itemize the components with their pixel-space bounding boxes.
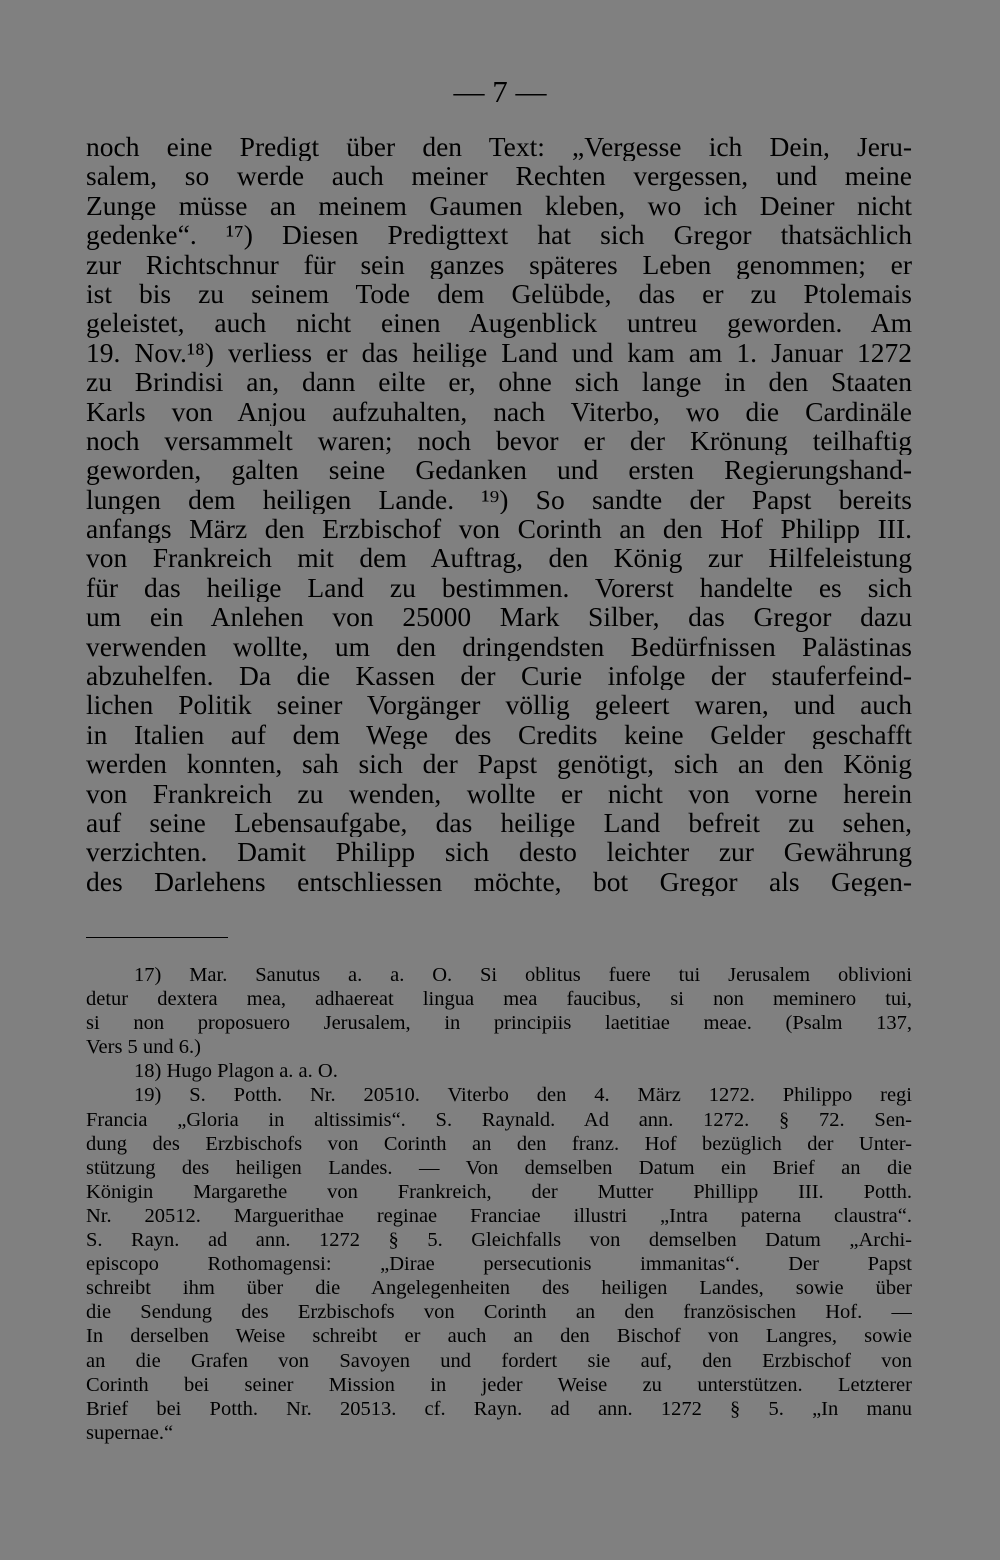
footnote-line: Vers 5 und 6.) — [86, 1036, 202, 1059]
body-line: salem, so werde auch meiner Rechten vergessen, und meine — [86, 161, 912, 191]
footnote-line: si non proposuero Jerusalem, in principiis laetitiae meae. (Psalm 137, — [86, 1012, 912, 1035]
body-line: zur Richtschnur für sein ganzes späteres Leben genommen; er — [86, 249, 912, 279]
footnote-line: supernae.“ — [86, 1421, 174, 1444]
footnote-line: Brief bei Potth. Nr. 20513. cf. Rayn. ad ann. 1272 § 5. „In manu — [86, 1397, 912, 1420]
footnote-line: Nr. 20512. Marguerithae reginae Franciae illustri „Intra paterna claustra“. — [86, 1204, 912, 1227]
footnote-line: In derselben Weise schreibt er auch an den Bischof von Langres, sowie — [86, 1325, 912, 1348]
body-line: zu Brindisi an, dann eilte er, ohne sich lange in den Staaten — [86, 367, 912, 397]
body-line: gedenke“. ¹⁷) Diesen Predigttext hat sich Gregor thatsächlich — [86, 220, 912, 250]
footnote-line: S. Rayn. ad ann. 1272 § 5. Gleichfalls von demselben Datum „Archi- — [86, 1229, 912, 1252]
footnote-line: episcopo Rothomagensi: „Dirae persecutionis immanitas“. Der Papst — [86, 1253, 912, 1276]
body-line: von Frankreich mit dem Auftrag, den König zur Hilfeleistung — [86, 543, 912, 573]
body-line: geworden, galten seine Gedanken und ersten Regierungshand- — [86, 455, 912, 485]
body-line: Karls von Anjou aufzuhalten, nach Viterbo, wo die Cardinäle — [86, 396, 912, 426]
body-line: des Darlehens entschliessen möchte, bot Gregor als Gegen- — [86, 866, 912, 897]
body-text — [86, 132, 912, 896]
footnote-line: dung des Erzbischofs von Corinth an den franz. Hof bezüglich der Unter- — [86, 1132, 912, 1155]
body-line: verwenden wollte, um den dringendsten Bedürfnissen Palästinas — [86, 631, 912, 662]
body-line: ist bis zu seinem Tode dem Gelübde, das er zu Ptolemais — [86, 278, 912, 309]
footnote-line: Königin Margarethe von Frankreich, der Mutter Phillipp III. Potth. — [86, 1180, 912, 1203]
body-line: von Frankreich zu wenden, wollte er nicht von vorne herein — [86, 778, 912, 808]
footnote-line: 18) Hugo Plagon a. a. O. — [134, 1060, 338, 1083]
body-line: für das heilige Land zu bestimmen. Vorerst handelte es sich — [86, 572, 912, 603]
footnotes — [86, 963, 912, 1445]
body-line: abzuhelfen. Da die Kassen der Curie infolge der stauferfeind- — [86, 661, 912, 691]
body-line: werden konnten, sah sich der Papst genötigt, sich an den König — [86, 749, 912, 779]
body-line: auf seine Lebensaufgabe, das heilige Land befreit zu sehen, — [86, 807, 912, 838]
body-line: Zunge müsse an meinem Gaumen kleben, wo ich Deiner nicht — [86, 190, 912, 221]
body-line: noch versammelt waren; noch bevor er der Krönung teilhaftig — [86, 425, 912, 456]
footnote-line: stützung des heiligen Landes. — Von demselben Datum ein Brief an die — [86, 1156, 912, 1179]
body-line: lichen Politik seiner Vorgänger völlig geleert waren, und auch — [86, 690, 912, 720]
body-line: anfangs März den Erzbischof von Corinth an den Hof Philipp III. — [86, 514, 912, 544]
body-line: 19. Nov.¹⁸) verliess er das heilige Land und kam am 1. Januar 1272 — [86, 337, 912, 368]
footnote-line: Corinth bei seiner Mission in jeder Weise zu unterstützen. Letzterer — [86, 1373, 912, 1396]
body-line: in Italien auf dem Wege des Credits keine Gelder geschafft — [86, 719, 912, 750]
body-line: geleistet, auch nicht einen Augenblick untreu geworden. Am — [86, 308, 912, 338]
footnote-line: Francia „Gloria in altissimis“. S. Raynald. Ad ann. 1272. § 72. Sen- — [86, 1108, 912, 1131]
footnote-divider — [86, 937, 228, 938]
body-line: lungen dem heiligen Lande. ¹⁹) So sandte der Papst bereits — [86, 484, 912, 515]
body-line: noch eine Predigt über den Text: „Vergesse ich Dein, Jeru- — [86, 132, 912, 162]
footnote-line: 17) Mar. Sanutus a. a. O. Si oblitus fuere tui Jerusalem oblivioni — [134, 964, 912, 986]
footnote-line: schreibt ihm über die Angelegenheiten des heiligen Landes, sowie über — [86, 1277, 912, 1300]
footnote-line: an die Grafen von Savoyen und fordert sie auf, den Erzbischof von — [86, 1349, 912, 1372]
footnote-line: 19) S. Potth. Nr. 20510. Viterbo den 4. März 1272. Philippo regi — [134, 1084, 912, 1107]
page-number: — 7 — — [453, 74, 547, 109]
body-line: verzichten. Damit Philipp sich desto leichter zur Gewährung — [86, 837, 912, 867]
footnote-line: detur dextera mea, adhaereat lingua mea faucibus, si non meminero tui, — [86, 988, 912, 1011]
body-line: um ein Anlehen von 25000 Mark Silber, das Gregor dazu — [86, 602, 912, 632]
footnote-line: die Sendung des Erzbischofs von Corinth an den französischen Hof. — — [86, 1301, 912, 1324]
